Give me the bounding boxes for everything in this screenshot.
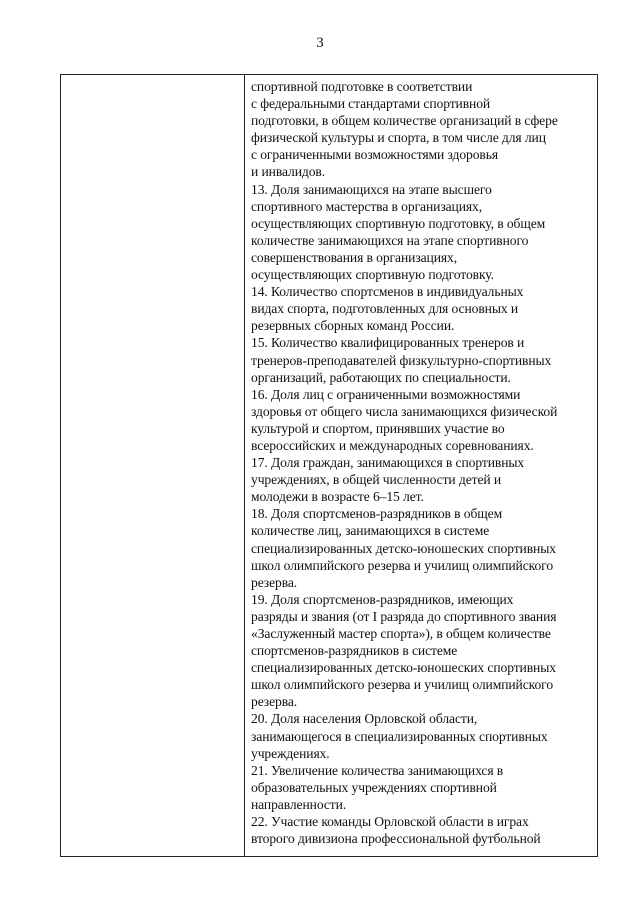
text-line: осуществляющих спортивную подготовку. [251, 267, 494, 283]
text-line: специализированных детско-юношеских спортивных [251, 660, 556, 676]
text-line: количестве занимающихся на этапе спортивного [251, 232, 529, 248]
text-line: здоровья от общего числа занимающихся физической [251, 403, 558, 419]
text-line: «Заслуженный мастер спорта»), в общем количестве [251, 626, 551, 641]
text-line: школ олимпийского резерва и училищ олимпийского [251, 557, 554, 573]
text-line: 17. Доля граждан, занимающихся в спортивных [251, 455, 525, 471]
text-line: 21. Увеличение количества занимающихся в [251, 762, 504, 778]
text-line: специализированных детско-юношеских спортивных [251, 540, 556, 556]
text-line: физической культуры и спорта, в том числе для лиц [251, 130, 546, 146]
text-line: 20. Доля населения Орловской области, [251, 711, 478, 727]
text-line: учреждениях. [251, 745, 330, 761]
text-line: осуществляющих спортивную подготовку, в общем [251, 215, 546, 231]
text-line: подготовки, в общем количестве организаций в сфере [251, 113, 558, 129]
text-line: совершенствования в организациях, [251, 249, 458, 265]
text-line: резерва. [251, 574, 298, 590]
text-line: всероссийских и международных соревнованиях. [251, 437, 534, 453]
text-line: 15. Количество квалифицированных тренеров и [251, 335, 525, 351]
text-line: молодежи в возрасте 6–15 лет. [251, 489, 424, 505]
text-line: количестве лиц, занимающихся в системе [251, 523, 490, 539]
text-line: тренеров-преподавателей физкультурно-спортивных [251, 352, 552, 368]
text-line: культурой и спортом, принявших участие во [251, 420, 505, 436]
table-left-cell [61, 75, 245, 856]
text-line: организаций, работающих по специальности. [251, 369, 511, 385]
text-line: 14. Количество спортсменов в индивидуальных [251, 284, 524, 300]
text-line: с федеральными стандартами спортивной [251, 96, 491, 112]
text-line: видах спорта, подготовленных для основных и [251, 301, 519, 317]
text-line: 13. Доля занимающихся на этапе высшего [251, 181, 492, 197]
page-number: 3 [316, 35, 324, 51]
text-line: занимающегося в специализированных спортивных [251, 728, 548, 744]
text-line: спортивной подготовке в соответствии [251, 79, 473, 94]
text-line: второго дивизиона профессиональной футбольной [251, 831, 541, 847]
text-line: образовательных учреждениях спортивной [251, 779, 497, 795]
table-right-cell [245, 75, 597, 856]
text-line: школ олимпийского резерва и училищ олимпийского [251, 677, 554, 693]
text-line: разряды и звания (от I разряда до спортивного звания [251, 608, 557, 624]
text-line: резервных сборных команд России. [251, 318, 455, 334]
text-line: и инвалидов. [251, 164, 326, 180]
text-line: учреждениях, в общей численности детей и [251, 472, 502, 488]
text-line: 22. Участие команды Орловской области в играх [251, 814, 529, 830]
text-line: спортивного мастерства в организациях, [251, 198, 483, 214]
text-line: спортсменов-разрядников в системе [251, 643, 458, 659]
text-line: с ограниченными возможностями здоровья [251, 147, 499, 163]
document-table [60, 74, 598, 857]
text-line: направленности. [251, 796, 347, 812]
text-line: резерва. [251, 694, 298, 710]
text-line: 19. Доля спортсменов-разрядников, имеющих [251, 591, 514, 607]
text-line: 16. Доля лиц с ограниченными возможностями [251, 386, 521, 402]
text-line: 18. Доля спортсменов-разрядников в общем [251, 506, 503, 522]
